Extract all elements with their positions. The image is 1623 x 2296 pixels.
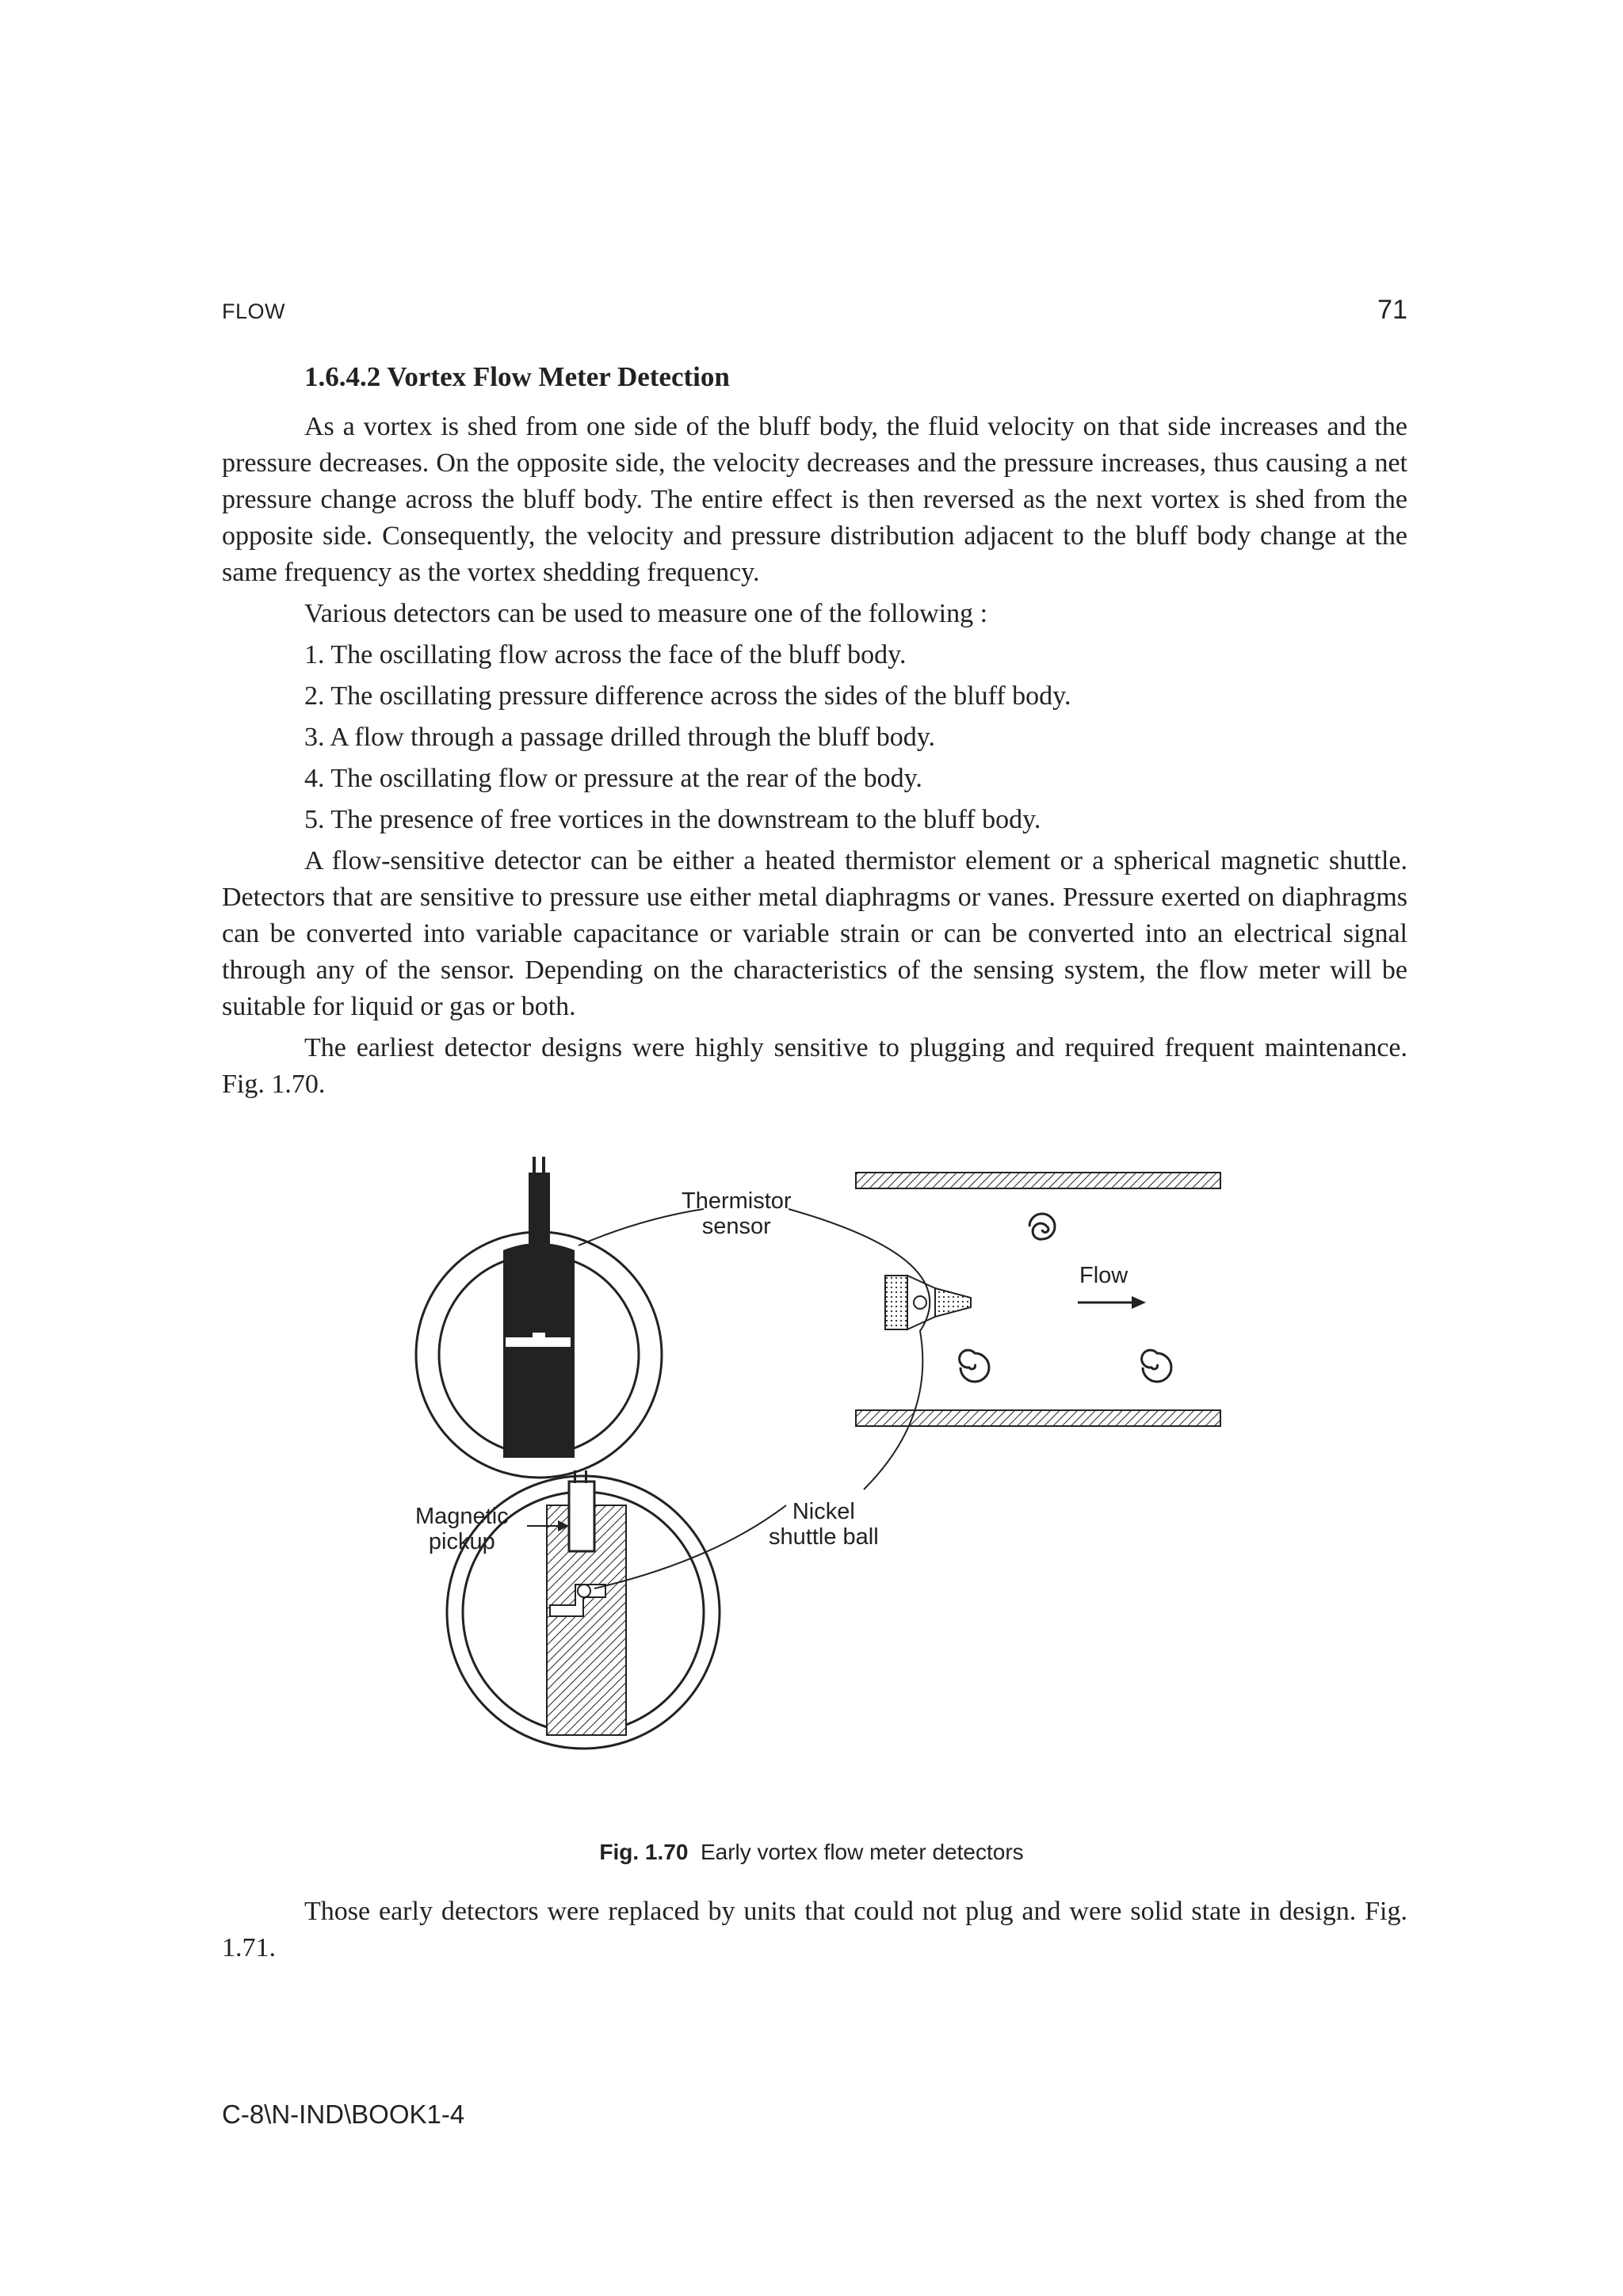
body-text-top [222,409,1407,1103]
list-item: 1. The oscillating flow across the face of the bluff body. [304,640,907,669]
figure-drawing [380,1157,1268,1822]
figure-caption [0,1840,1623,1865]
label-thermistor [682,1188,792,1239]
label-magnetic-pickup [415,1504,509,1554]
label-magnetic-line2: pickup [428,1529,495,1554]
label-nickel-shuttle [769,1499,879,1550]
caption-number: Fig. 1.70 [599,1840,689,1864]
list-item: 2. The oscillating pressure difference across the sides of the bluff body. [304,681,1071,711]
list-item: 3. A flow through a passage drilled through the bluff body. [304,723,936,752]
thermistor-detector [416,1157,662,1478]
label-nickel-line1: Nickel [792,1499,855,1524]
figure-vortex-detectors [380,1157,1268,1822]
paragraph-4: The earliest detector designs were highly sensitive to plugging and required frequent maintenance. Fig. 1.70. [222,1033,1407,1099]
paragraph-1: As a vortex is shed from one side of the bluff body, the fluid velocity on that side increases and the pressure decreases. On the opposite side, the velocity decreases and the pressure increases, thus causing a net pressure change across the bluff body. The entire effect is then reversed as the next vortex is shed from the opposite side. Consequently, the velocity and pressure distribution adjacent to the bluff body change at the same frequency as the vortex shedding frequency. [222,412,1407,587]
caption-text: Early vortex flow meter detectors [700,1840,1024,1864]
label-nickel-line2: shuttle ball [769,1524,879,1550]
paragraph-3: A flow-sensitive detector can be either a heated thermistor element or a spherical magnetic shuttle. Detectors that are sensitive to pressure use either metal diaphragms or vanes. Pressure exerted on diaphragms can be converted into variable capacitance or variable strain or can be converted into an electrical signal through any of the sensor. Depending on the characteristics of the sensing system, the flow meter will be suitable for liquid or gas or both. [222,846,1407,1021]
section-heading: 1.6.4.2 Vortex Flow Meter Detection [304,361,730,392]
list-item: 4. The oscillating flow or pressure at the rear of the body. [304,764,922,793]
page-number: 71 [1377,295,1407,325]
list-item: 5. The presence of free vortices in the downstream to the bluff body. [304,805,1041,834]
footer-code: C-8\N-IND\BOOK1-4 [222,2100,465,2129]
label-magnetic-line1: Magnetic [415,1504,509,1529]
body-text-bottom [222,1894,1407,1966]
label-thermistor-line2: sensor [701,1214,771,1239]
paragraph-2: Various detectors can be used to measure one of the following : [304,599,988,628]
pipe-section [856,1173,1220,1426]
running-head: FLOW [222,299,285,323]
label-flow: Flow [1079,1263,1128,1288]
paragraph-5: Those early detectors were replaced by units that could not plug and were solid state in design. Fig. 1.71. [222,1897,1407,1962]
label-thermistor-line1: Thermistor [682,1188,792,1214]
